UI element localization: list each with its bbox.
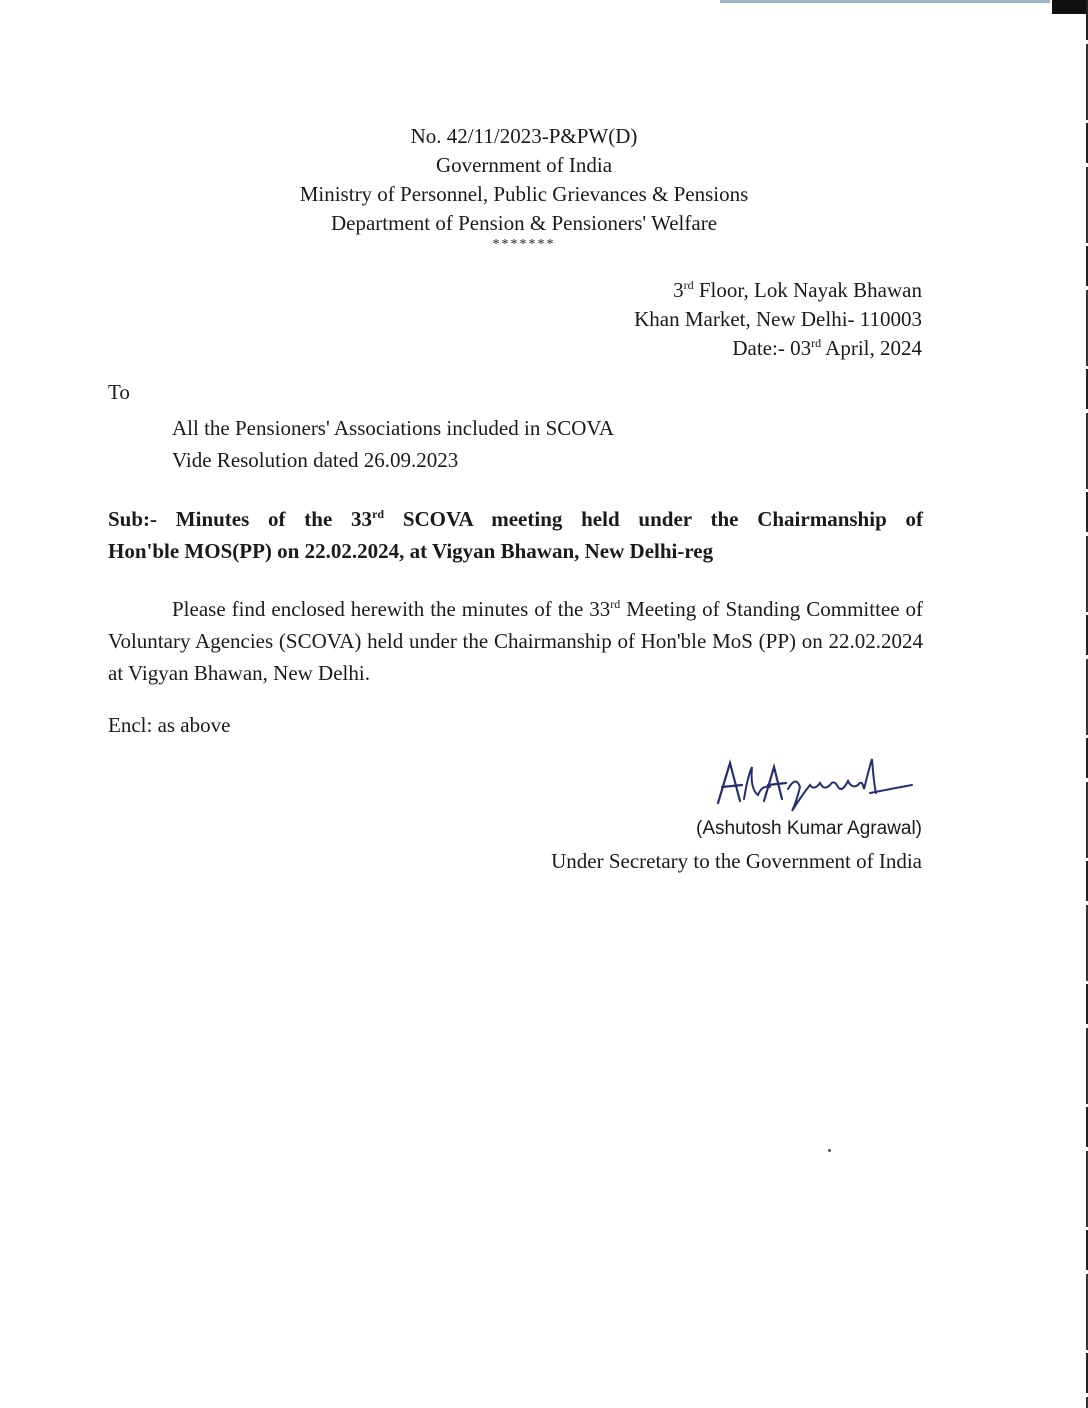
subject-line-1: Sub:- Minutes of the 33rd SCOVA meeting held under the Chairmanship of bbox=[108, 507, 924, 531]
subject-line-2: Hon'ble MOS(PP) on 22.02.2024, at Vigyan Bhawan, New Delhi-reg bbox=[108, 539, 714, 563]
scan-top-mark bbox=[720, 0, 1050, 3]
signer-title: Under Secretary to the Government of India bbox=[551, 849, 922, 873]
ministry-name: Ministry of Personnel, Public Grievances & Pensions bbox=[299, 182, 749, 206]
scan-corner-mark bbox=[1052, 0, 1088, 14]
body-paragraph: Please find enclosed herewith the minutes of the 33rd Meeting of Standing Committee of Voluntary Agencies (SCOVA) held under the Chairmanship of Hon'ble MoS (PP) on 22.02.2024 at Vigyan Bhawan, New Delhi. bbox=[108, 597, 923, 685]
enclosure-note: Encl: as above bbox=[108, 713, 231, 737]
recipient-block bbox=[172, 412, 614, 476]
letter-header bbox=[0, 122, 1048, 252]
letter-date: Date:- 03rd April, 2024 bbox=[732, 336, 922, 360]
recipient-line-1: All the Pensioners' Associations included in SCOVA bbox=[172, 416, 615, 440]
recipient-line-2: Vide Resolution dated 26.09.2023 bbox=[172, 448, 459, 472]
handwritten-signature bbox=[700, 745, 920, 815]
government-name: Government of India bbox=[435, 153, 613, 177]
department-name: Department of Pension & Pensioners' Welfare bbox=[330, 211, 718, 235]
address-line-1: 3rd Floor, Lok Nayak Bhawan bbox=[673, 278, 922, 302]
address-line-2: Khan Market, New Delhi- 110003 bbox=[634, 307, 922, 331]
header-separator: ******* bbox=[492, 237, 556, 252]
signer-block bbox=[551, 813, 922, 877]
reference-number: No. 42/11/2023-P&PW(D) bbox=[410, 124, 638, 148]
to-label: To bbox=[108, 380, 130, 404]
signer-name: (Ashutosh Kumar Agrawal) bbox=[696, 818, 922, 839]
scan-speck bbox=[828, 1149, 831, 1152]
office-address bbox=[634, 276, 922, 363]
subject-line bbox=[108, 503, 923, 567]
